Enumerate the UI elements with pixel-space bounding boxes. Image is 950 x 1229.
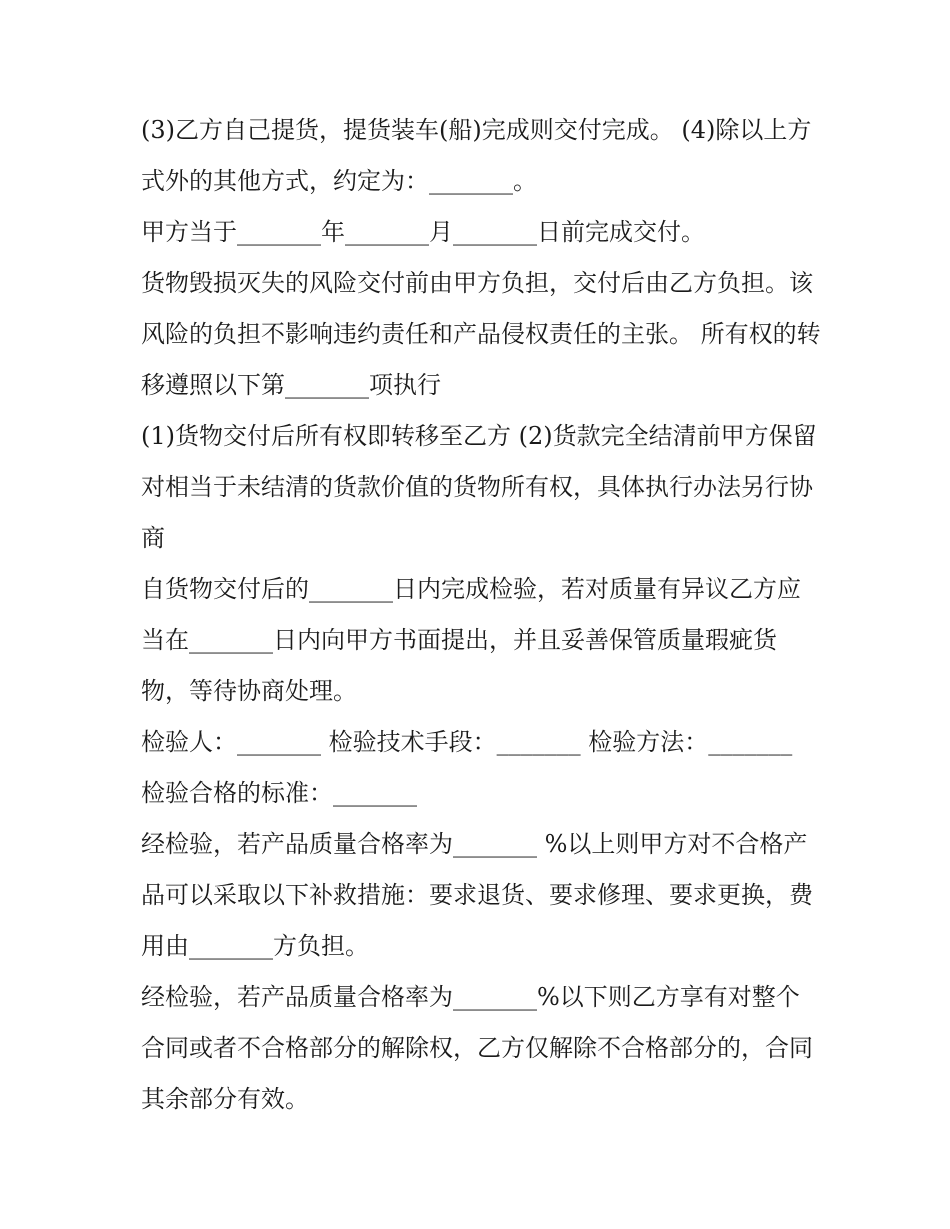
document-body: [141, 105, 821, 1125]
paragraph-inspection-details: 检验人：_______ 检验技术手段：_______ 检验方法：_______ 检验合格的标准：_______: [141, 728, 793, 807]
paragraph-delivery-date: 甲方当于_______年_______月_______日前完成交付。: [141, 218, 705, 246]
paragraph-delivery-method: (3)乙方自己提货，提货装车(船)完成则交付完成。 (4)除以上方式外的其他方式，约定为：_______。: [141, 116, 812, 195]
paragraph-ownership-options: (1)货物交付后所有权即转移至乙方 (2)货款完全结清前甲方保留对相当于未结清的货款价值的货物所有权，具体执行办法另行协商: [141, 422, 817, 552]
paragraph-risk-ownership: 货物毁损灭失的风险交付前由甲方负担，交付后由乙方负担。该风险的负担不影响违约责任和产品侵权责任的主张。 所有权的转移遵照以下第_______项执行: [141, 269, 821, 399]
paragraph-inspection-period: 自货物交付后的_______日内完成检验，若对质量有异议乙方应当在_______日内向甲方书面提出，并且妥善保管质量瑕疵货物，等待协商处理。: [141, 575, 801, 705]
paragraph-termination-right: 经检验，若产品质量合格率为_______%以下则乙方享有对整个合同或者不合格部分的解除权，乙方仅解除不合格部分的，合同其余部分有效。: [141, 983, 813, 1113]
paragraph-remedy-measures: 经检验，若产品质量合格率为_______ %以上则甲方对不合格产品可以采取以下补救措施：要求退货、要求修理、要求更换，费用由_______方负担。: [141, 830, 813, 960]
